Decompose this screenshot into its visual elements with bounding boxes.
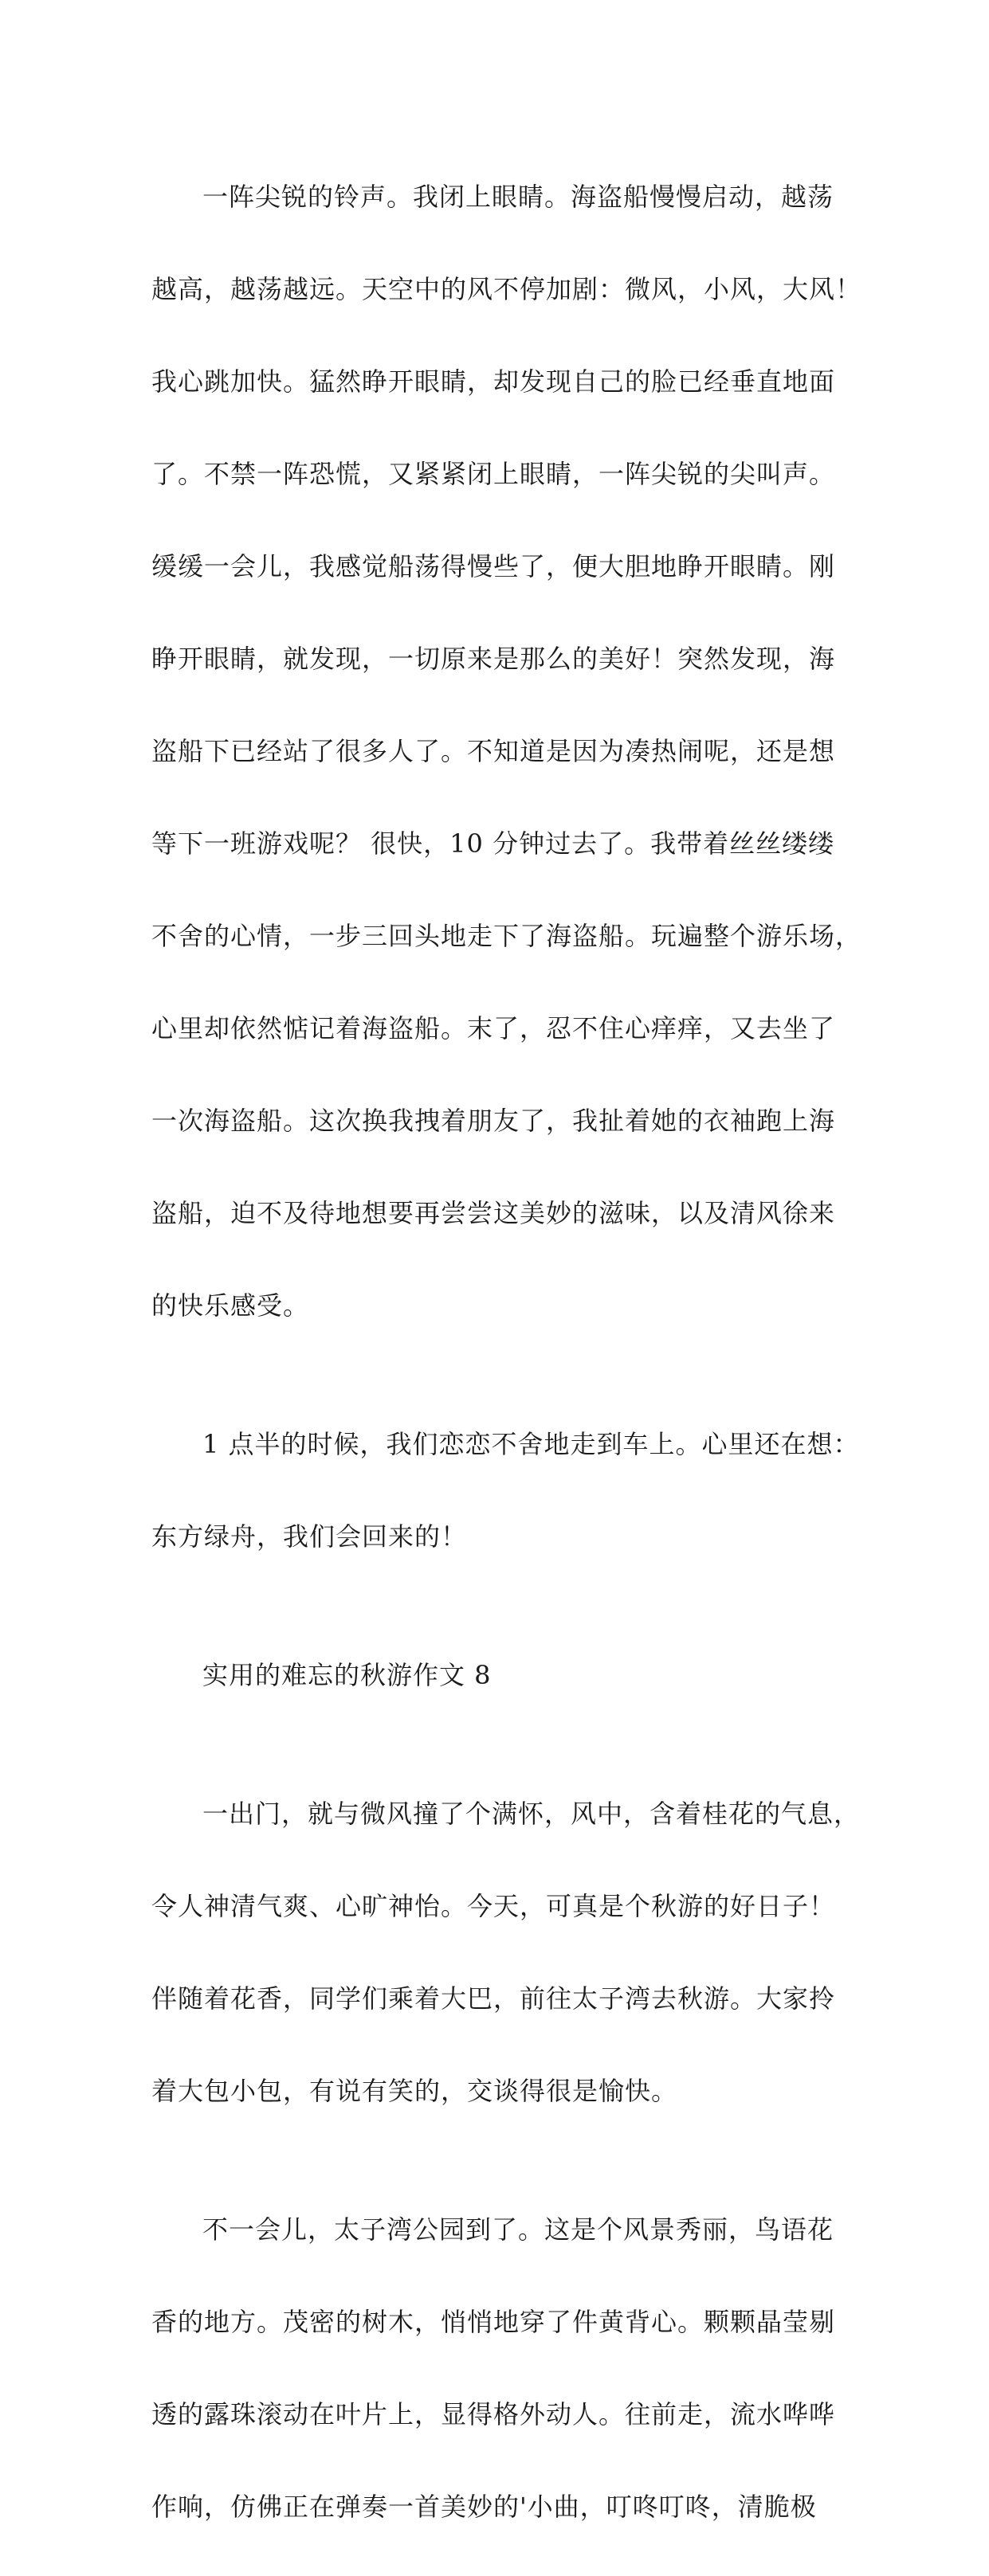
text-line: 作响，仿佛正在弹奏一首美妙的'小曲，叮咚叮咚，清脆极: [151, 2492, 817, 2522]
text-line: 不舍的心情，一步三回头地走下了海盗船。玩遍整个游乐场，: [151, 921, 862, 951]
text-line: 越高，越荡越远。天空中的风不停加剧：微风，小风，大风！: [151, 274, 862, 304]
text-line: 一出门，就与微风撞了个满怀，风中，含着桂花的气息，: [202, 1799, 861, 1829]
document-body: [151, 127, 862, 2576]
text-line: 伴随着花香，同学们乘着大巴，前往太子湾去秋游。大家拎: [151, 1983, 836, 2014]
text-line: 东方绿舟，我们会回来的！: [151, 1521, 468, 1552]
text-line: 盗船下已经站了很多人了。不知道是因为凑热闹呢，还是想: [151, 736, 836, 766]
text-line: 令人神清气爽、心旷神怡。今天，可真是个秋游的好日子！: [151, 1891, 836, 1921]
text-line: 一阵尖锐的铃声。我闭上眼睛。海盗船慢慢启动，越荡: [202, 182, 834, 212]
text-line: 盗船，迫不及待地想要再尝尝这美妙的滋味，以及清风徐来: [151, 1198, 836, 1228]
heading-text: 实用的难忘的秋游作文 8: [202, 1660, 492, 1690]
text-line: 1 点半的时候，我们恋恋不舍地走到车上。心里还在想：: [202, 1429, 860, 1459]
paragraph-departure: [151, 1744, 861, 2160]
paragraph-pirate-ship: [151, 127, 862, 1375]
text-line: 透的露珠滚动在叶片上，显得格外动人。往前走，流水哗哗: [151, 2399, 836, 2429]
paragraph-return: [151, 1375, 860, 1606]
text-line: 心里却依然惦记着海盗船。末了，忍不住心痒痒，又去坐了: [151, 1013, 836, 1043]
text-line: 一次海盗船。这次换我拽着朋友了，我扯着她的衣袖跑上海: [151, 1106, 836, 1136]
section-heading: [151, 1606, 837, 1744]
text-line: 不一会儿，太子湾公园到了。这是个风景秀丽，鸟语花: [202, 2214, 834, 2245]
text-line: 我心跳加快。猛然睁开眼睛，却发现自己的脸已经垂直地面: [151, 366, 836, 397]
text-line: 睁开眼睛，就发现，一切原来是那么的美好！突然发现，海: [151, 644, 836, 674]
paragraph-park: [151, 2160, 837, 2576]
text-line: 缓缓一会儿，我感觉船荡得慢些了，便大胆地睁开眼睛。刚: [151, 551, 836, 581]
text-line: 香的地方。茂密的树木，悄悄地穿了件黄背心。颗颗晶莹剔: [151, 2307, 836, 2337]
text-line: 着大包小包，有说有笑的，交谈得很是愉快。: [151, 2076, 678, 2106]
text-line: 了。不禁一阵恐慌，又紧紧闭上眼睛，一阵尖锐的尖叫声。: [151, 459, 836, 489]
text-line: 的快乐感受。: [151, 1290, 310, 1321]
text-line: 等下一班游戏呢？ 很快，10 分钟过去了。我带着丝丝缕缕: [151, 828, 835, 859]
